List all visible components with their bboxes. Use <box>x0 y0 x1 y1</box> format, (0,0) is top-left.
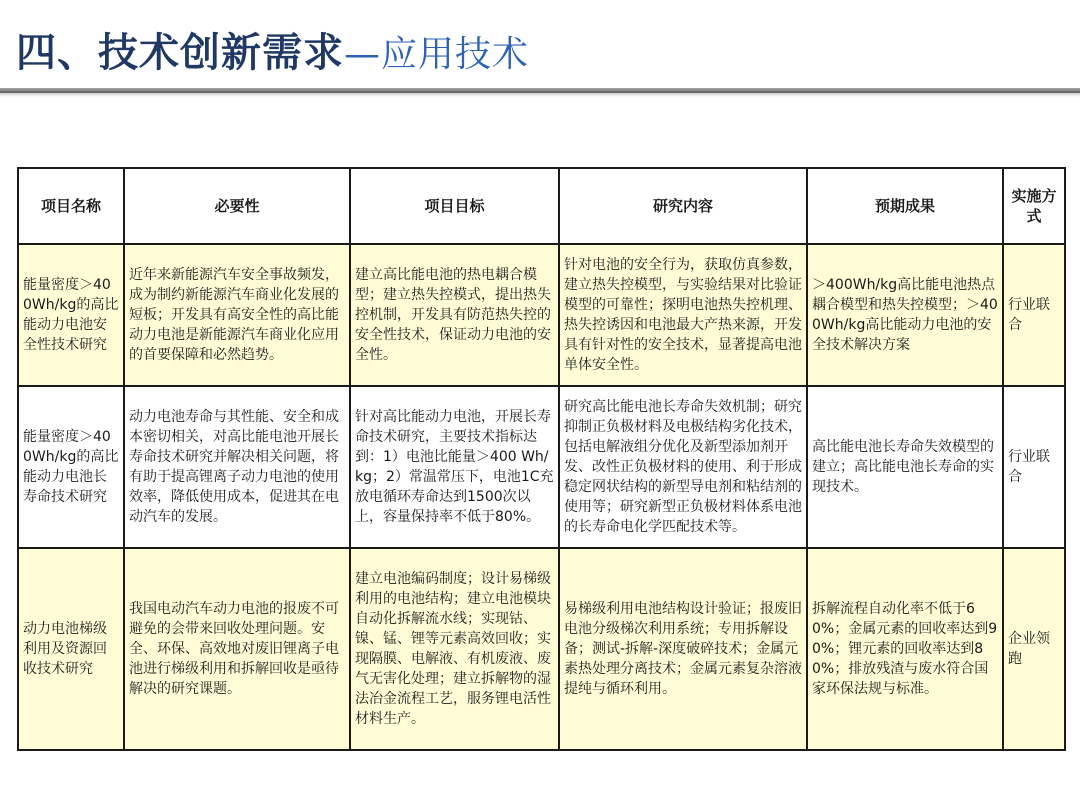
cell-goal: 针对高比能动力电池，开展长寿命技术研究，主要技术指标达到：1）电池比能量＞400 Wh/kg；2）常温常压下，电池1C充放电循环寿命达到1500次以上，容量保持率不低于80%。 <box>350 386 559 548</box>
cell-implementation: 企业领跑 <box>1003 548 1065 750</box>
column-header-implementation: 实施方式 <box>1003 168 1065 244</box>
cell-implementation: 行业联合 <box>1003 244 1065 386</box>
cell-outcome: ＞400Wh/kg高比能电池热点耦合模型和热失控模型；＞400Wh/kg高比能动力电池的安全技术解决方案 <box>807 244 1003 386</box>
title-sub: 应用技术 <box>381 34 530 75</box>
cell-research: 针对电池的安全行为，获取仿真参数，建立热失控模型，与实验结果对比验证模型的可靠性；探明电池热失控机理、热失控诱因和电池最大产热来源，开发具有针对性的安全技术，显著提高电池单体安全性。 <box>559 244 807 386</box>
cell-goal: 建立电池编码制度；设计易梯级利用的电池结构；建立电池模块自动化拆解流水线；实现钴、镍、锰、锂等元素高效回收；实现隔膜、电解液、有机废液、废气无害化处理；建立拆解物的湿法冶金流程工艺，服务锂电活性材料生产。 <box>350 548 559 750</box>
column-header-name: 项目名称 <box>18 168 124 244</box>
slide-title <box>16 28 529 80</box>
title-main: 四、技术创新需求 <box>16 30 344 76</box>
cell-research: 研究高比能电池长寿命失效机制；研究抑制正负极材料及电极结构劣化技术，包括电解液组分优化及新型添加剂开发、改性正负极材料的使用、利于形成稳定网状结构的新型导电剂和粘结剂的使用等；研究新型正负极材料体系电池的长寿命电化学匹配技术等。 <box>559 386 807 548</box>
column-header-necessity: 必要性 <box>124 168 350 244</box>
title-divider-shadow <box>0 93 1080 97</box>
slide-header <box>0 0 1080 92</box>
table-row <box>18 548 1065 750</box>
cell-necessity: 近年来新能源汽车安全事故频发，成为制约新能源汽车商业化发展的短板；开发具有高安全性的高比能动力电池是新能源汽车商业化应用的首要保障和必然趋势。 <box>124 244 350 386</box>
table-header-row <box>18 168 1065 244</box>
cell-project-name: 能量密度＞400Wh/kg的高比能动力电池长寿命技术研究 <box>18 386 124 548</box>
table-row <box>18 244 1065 386</box>
cell-outcome: 拆解流程自动化率不低于60%；金属元素的回收率达到90%；锂元素的回收率达到80%；排放残渣与废水符合国家环保法规与标准。 <box>807 548 1003 750</box>
title-dash: — <box>344 34 381 75</box>
cell-necessity: 动力电池寿命与其性能、安全和成本密切相关，对高比能电池开展长寿命技术研究并解决相关问题，将有助于提高锂离子动力电池的使用效率，降低使用成本，促进其在电动汽车的发展。 <box>124 386 350 548</box>
cell-project-name: 动力电池梯级利用及资源回收技术研究 <box>18 548 124 750</box>
cell-outcome: 高比能电池长寿命失效模型的建立；高比能电池长寿命的实现技术。 <box>807 386 1003 548</box>
cell-necessity: 我国电动汽车动力电池的报废不可避免的会带来回收处理问题。安全、环保、高效地对废旧锂离子电池进行梯级利用和拆解回收是亟待解决的研究课题。 <box>124 548 350 750</box>
cell-research: 易梯级利用电池结构设计验证；报废旧电池分级梯次利用系统；专用拆解设备；测试-拆解-深度破碎技术；金属元素热处理分离技术；金属元素复杂溶液提纯与循环利用。 <box>559 548 807 750</box>
cell-project-name: 能量密度＞400Wh/kg的高比能动力电池安全性技术研究 <box>18 244 124 386</box>
requirements-table <box>17 167 1066 751</box>
cell-implementation: 行业联合 <box>1003 386 1065 548</box>
table-row <box>18 386 1065 548</box>
cell-goal: 建立高比能电池的热电耦合模型；建立热失控模式，提出热失控机制，开发具有防范热失控的安全性技术，保证动力电池的安全性。 <box>350 244 559 386</box>
column-header-goal: 项目目标 <box>350 168 559 244</box>
column-header-outcome: 预期成果 <box>807 168 1003 244</box>
column-header-research: 研究内容 <box>559 168 807 244</box>
